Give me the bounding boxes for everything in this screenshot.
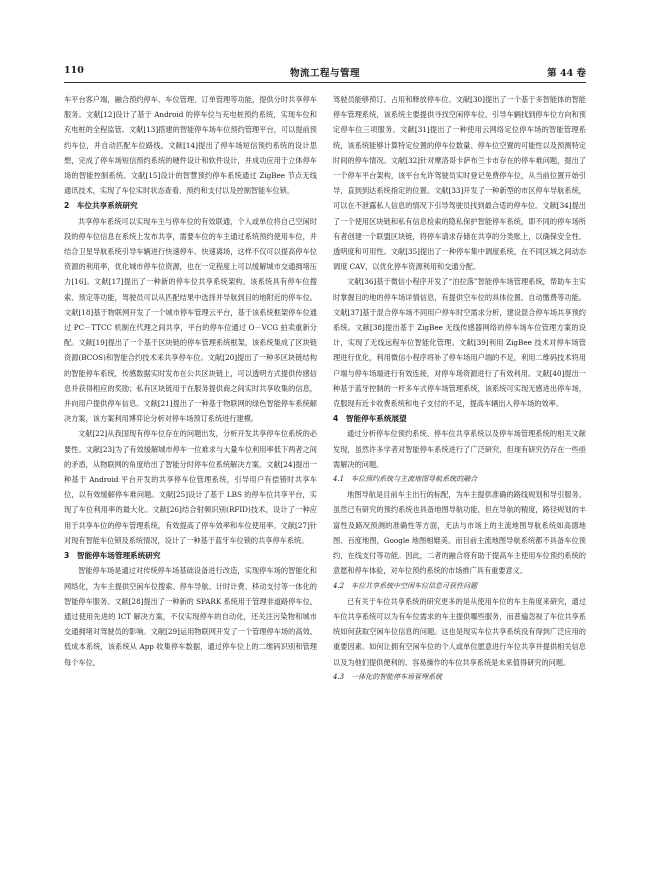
paragraph: 车平台客户端，融合预约停车、车位管理、订单管理等功能，提供分时共享停车服务。文献[12]设计了基于 Android 的停车位与充电桩预约系统，实现车位和充电桩的全程监管。文献[13]搭建的智能停车场车位预约管理平台，可以提前预约车位，并自动匹配车位路线。文献[14]提出了停车场短信预约系统的设计思想，完成了停车场短信预约系统的硬件设计和软件设计，并成功应用于立体停车场的智能控制系统。文献[15]设计的智慧预约停车系统通过 ZigBee 节点无线通讯技术，实现了车位实时状态查看、预约和支付以及控制智能车位锁。 <box>64 95 317 196</box>
volume-label: 第 44 卷 <box>547 68 586 79</box>
paragraph: 地图导航是目前车主出行的标配，为车主提供准确的路线规划和导引服务。虽然已有研究的预约系统也具备地图导航功能，但在导航的精度，路径规划的丰富性及路况预测的准确性等方面，无法与市场上的主流地图导航系统如高德地图、百度地图，Google 地图相媲美。而目前主流地图导航系统都不具备车位预约，在线支付等功能。因此，二者的融合将有助于提高车主使用车位预约系统的意愿和停车体验，对车位预约系统的市场推广具有重要意义。 <box>333 490 586 576</box>
paragraph: 共享停车系统可以实现车主与停车位的有效联通，个人或单位将自己空闲时段的停车位信息在系统上发布共享，需要车位的车主通过系统预约使用车位，并结合卫星导航系统引导车辆进行快速停车、快速离场，这样不仅可以提高停车位资源的利用率，优化城市停车位资源，也在一定程度上可以缓解城市交通拥堵压力[16]。文献[17]提出了一种新的停车位共享系统架构，该系统具有停车位搜索、预定等功能，驾驶员可以从匹配结果中选择并导航到目的地附近的停车位。文献[18]基于物联网开发了一个城市停车管理云平台，基于该系统框架停车位通过 PC－TTCC 机制在代理之间共享，平台的停车位通过 O－VCG 拍卖重新分配。文献[19]提出了一个基于区块链的停车管理系统框架，该系统集成了区块链资源(BCOS)和智能合约技术来共享停车位。文献[20]提出了一种多区块链结构的智能停车系统，传感数据实时发布在公共区块链上，可以透明方式提供传感信息并获得相应的奖励；私有区块链用于在服务提供商之间实时共享收集的信息，并向用户提供停车信息。文献[21]提出了一种基于物联网的绿色智能停车系统解决方案，该方案利用博弈论分析对停车场预订系统进行建模。 <box>64 216 317 424</box>
header-rule <box>64 82 586 83</box>
paragraph: 文献[36]基于微信小程序开发了“泊拉落”智能停车场管理系统，帮助车主实时掌握目的地的停车场详情信息，有提供空车位的具体位置、自动缴费等功能。文献[37]基于混合停车场不同用户停车时空需求分析，建设混合停车场共享预约系统。文献[38]提出基于 ZigBee 无线传感器网络的停车场车位管理方案的设计，实现了无线远程车位智能化管理。文献[39]利用 ZigBee 技术对停车场管理进行优化，利用微信小程序将补了停车场用户端的不足，利用二维码技术将用户端与停车场端进行有效连接，对停车场资源进行了有效利用。文献[40]提出一种基于蓝牙控制的一杆多车式停车场管理系统，该系统可实现无感进出停车场，克服现有近卡收费系统和电子支付的不足，提高车辆出入停车场的效率。 <box>333 277 586 409</box>
subsection-heading: 4.3 一体化的智能停车场管理系统 <box>333 672 443 681</box>
paragraph: 驾驶员能够预订、占用和释放停车位。文献[30]提出了一个基于多智能体的智能停车管理系统，该系统主要提供寻找空闲停车位，引导车辆找到停车位方向和预定停车位三项服务。文献[31]提出了一种使用云网络定位停车场的智能管理系统，该系统能够计算特定位置的停车位数量、停车位空置的可能性以及预测特定时间的停车情况。文献[32]针对摩洛哥卡萨布兰卡市存在的停车难问题，提出了一个停车平台架构，该平台允许驾驶员实时登记免费停车位，从当前位置开始引导，直到到达系统指定的位置。文献[33]开发了一种新型的市区停车导航系统，可以在不泄露私人信息的情况下引导驾驶员找到最合适的停车位。文献[34]提出了一个使用区块链和私有信息检索的隐私保护智能停车系统，即不同的停车场所有者创建一个联盟区块链，将停车请求存储在共享的分类账上，以确保安全性、透明度和可用性。文献[35]提出了一种停车集中调度系统，在不同区域之间动态调度 CAV，以优化停车资源利用和交通分配。 <box>333 95 586 272</box>
section-heading: 2 车位共享系统研究 <box>64 201 138 211</box>
subsection-heading: 4.1 车位预约系统与主流地图导航系统的融合 <box>333 475 478 484</box>
left-column <box>64 92 317 670</box>
right-column <box>333 92 586 685</box>
page-number: 110 <box>64 65 84 76</box>
paragraph: 已有关于车位共享系统的研究更多的是从使用车位的车主角度来研究，通过车位共享系统可以为有车位需求的车主提供哪些服务，而普遍忽视了车位共享系统如何获取空闲车位信息的问题。这也是现实车位共享系统没有得到广泛应用的重要因素。如何让拥有空闲车位的个人或单位愿意进行车位共享并提供相关信息以及为他们提供便利的、容易操作的车位共享系统是未来值得研究的问题。 <box>333 596 586 667</box>
section-heading: 3 智能停车场管理系统研究 <box>64 551 161 561</box>
paragraph: 文献[22]从我国现有停车位存在的问题出发，分析开发共享停车位系统的必要性。文献[23]为了有效缓解城市停车一位难求与大量车位利用率低下两者之间的矛盾，从物联网的角度给出了智能分时停车位系统解决方案。文献[24]提出一种基于 Android 平台开发的共享停车位管理系统，引导用户有偿错时共享车位，以有效缓解停车难问题。文献[25]设计了基于 LBS 的停车位共享平台，实现了车位利用率的最大化。文献[26]结合射频识别(RFID)技术，设计了一种应用于共享车位的停车管理系统，有效提高了停车效率和车位使用率。文献[27]针对现有智能车位锁及系统情况，设计了一种基于蓝牙车位锁的共享停车系统。 <box>64 429 317 545</box>
paragraph: 智能停车场是通过对传统停车场基础设备进行改造，实现停车场的智能化和网络化，为车主提供空闲车位搜索、停车导航、计时计费、移动支付等一体化的智能停车服务。文献[28]提出了一种新的 SPARK 系统用于管理非道路停车位，通过使用先进的 ICT 解决方案，不仅实现停车的自动化，还关注污染物和城市交通拥堵对驾驶员的影响。文献[29]运用物联网开发了一个管理停车场的高效、低成本系统，该系统从 App 收集停车数据，通过停车位上的二维码识别和管理每个车位， <box>64 566 317 667</box>
journal-title: 物流工程与管理 <box>289 68 360 79</box>
subsection-heading: 4.2 车位共享系统中空闲车位信息可获性问题 <box>333 581 478 590</box>
running-header <box>64 65 586 79</box>
section-heading: 4 智能停车系统展望 <box>333 414 407 424</box>
paragraph: 通过分析停车位预约系统、停车位共享系统以及停车场管理系统的相关文献发现，虽然许多学者对智能停车系统进行了广泛研究，但现有研究仍存在一些亟需解决的问题。 <box>333 429 586 469</box>
